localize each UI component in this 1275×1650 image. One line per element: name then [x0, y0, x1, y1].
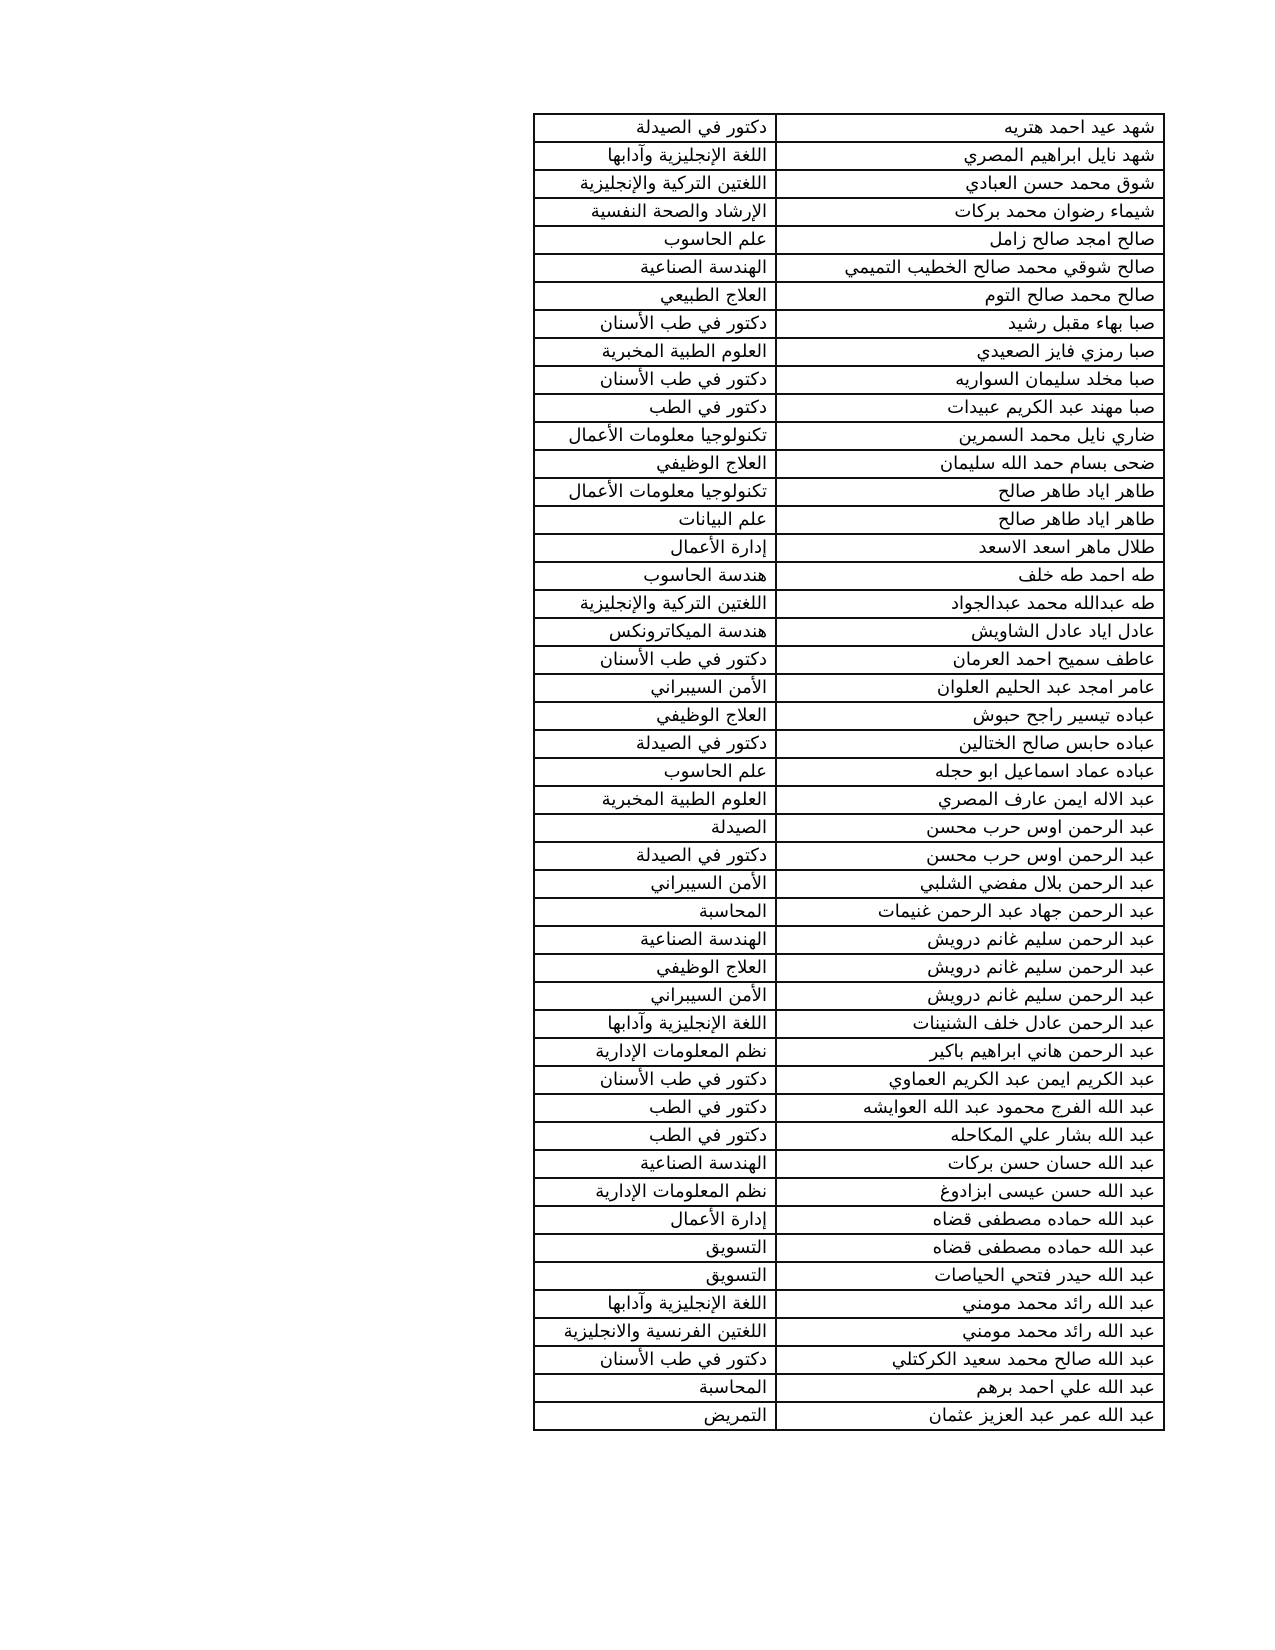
- student-name-cell: عبد الاله ايمن عارف المصري: [776, 786, 1164, 814]
- student-name-cell: عبد الله حسن عيسى ابزادوغ: [776, 1178, 1164, 1206]
- major-cell: التسويق: [534, 1234, 776, 1262]
- table-row: [534, 982, 1164, 1010]
- major-cell: دكتور في طب الأسنان: [534, 1346, 776, 1374]
- student-name-cell: عبد الرحمن سليم غانم درويش: [776, 982, 1164, 1010]
- student-name-cell: عبد الرحمن سليم غانم درويش: [776, 954, 1164, 982]
- table-body: [534, 114, 1164, 1430]
- student-name-cell: عبد الله صالح محمد سعيد الكركتلي: [776, 1346, 1164, 1374]
- table-row: [534, 282, 1164, 310]
- student-name-cell: طه عبدالله محمد عبدالجواد: [776, 590, 1164, 618]
- student-name-cell: عبد الكريم ايمن عبد الكريم العماوي: [776, 1066, 1164, 1094]
- student-name-cell: عبد الله عمر عبد العزيز عثمان: [776, 1402, 1164, 1430]
- student-name-cell: عبد الله رائد محمد مومني: [776, 1290, 1164, 1318]
- student-name-cell: عبد الرحمن بلال مفضي الشلبي: [776, 870, 1164, 898]
- student-name-cell: عبد الرحمن سليم غانم درويش: [776, 926, 1164, 954]
- major-cell: دكتور في طب الأسنان: [534, 310, 776, 338]
- major-cell: إدارة الأعمال: [534, 534, 776, 562]
- table-row: [534, 534, 1164, 562]
- major-cell: دكتور في الطب: [534, 394, 776, 422]
- student-name-cell: عبد الله الفرج محمود عبد الله العوايشه: [776, 1094, 1164, 1122]
- student-name-cell: عبد الله حماده مصطفى قضاه: [776, 1234, 1164, 1262]
- major-cell: نظم المعلومات الإدارية: [534, 1178, 776, 1206]
- student-name-cell: عبد الله حيدر فتحي الحياصات: [776, 1262, 1164, 1290]
- major-cell: دكتور في طب الأسنان: [534, 366, 776, 394]
- student-name-cell: طه احمد طه خلف: [776, 562, 1164, 590]
- table-row: [534, 954, 1164, 982]
- major-cell: هندسة الميكاترونكس: [534, 618, 776, 646]
- table-row: [534, 1402, 1164, 1430]
- table-row: [534, 562, 1164, 590]
- table-row: [534, 1262, 1164, 1290]
- student-name-cell: طاهر اياد طاهر صالح: [776, 506, 1164, 534]
- table-row: [534, 1318, 1164, 1346]
- table-row: [534, 478, 1164, 506]
- major-cell: اللغة الإنجليزية وآدابها: [534, 1010, 776, 1038]
- table-row: [534, 1066, 1164, 1094]
- student-name-cell: عبد الله علي احمد برهم: [776, 1374, 1164, 1402]
- table-row: [534, 674, 1164, 702]
- table-row: [534, 506, 1164, 534]
- table-row: [534, 1122, 1164, 1150]
- major-cell: الهندسة الصناعية: [534, 254, 776, 282]
- table-row: [534, 618, 1164, 646]
- major-cell: تكنولوجيا معلومات الأعمال: [534, 478, 776, 506]
- student-name-cell: طاهر اياد طاهر صالح: [776, 478, 1164, 506]
- major-cell: دكتور في الطب: [534, 1094, 776, 1122]
- student-name-cell: عاطف سميح احمد العرمان: [776, 646, 1164, 674]
- student-name-cell: صبا مهند عبد الكريم عبيدات: [776, 394, 1164, 422]
- major-cell: علم الحاسوب: [534, 758, 776, 786]
- table-row: [534, 1094, 1164, 1122]
- student-name-cell: عبد الرحمن عادل خلف الشنينات: [776, 1010, 1164, 1038]
- major-cell: العلاج الوظيفي: [534, 450, 776, 478]
- major-cell: تكنولوجيا معلومات الأعمال: [534, 422, 776, 450]
- table-row: [534, 814, 1164, 842]
- major-cell: اللغة الإنجليزية وآدابها: [534, 1290, 776, 1318]
- table-row: [534, 170, 1164, 198]
- student-name-cell: عبد الله رائد محمد مومني: [776, 1318, 1164, 1346]
- student-name-cell: عبد الرحمن هاني ابراهيم باكير: [776, 1038, 1164, 1066]
- table-row: [534, 898, 1164, 926]
- major-cell: التمريض: [534, 1402, 776, 1430]
- table-row: [534, 1150, 1164, 1178]
- student-name-cell: شيماء رضوان محمد بركات: [776, 198, 1164, 226]
- major-cell: نظم المعلومات الإدارية: [534, 1038, 776, 1066]
- table-row: [534, 254, 1164, 282]
- major-cell: اللغتين الفرنسية والانجليزية: [534, 1318, 776, 1346]
- student-name-cell: صالح امجد صالح زامل: [776, 226, 1164, 254]
- student-name-cell: عبد الرحمن اوس حرب محسن: [776, 842, 1164, 870]
- table-row: [534, 1290, 1164, 1318]
- student-name-cell: عبد الرحمن اوس حرب محسن: [776, 814, 1164, 842]
- table-row: [534, 394, 1164, 422]
- table-row: [534, 758, 1164, 786]
- major-cell: دكتور في الصيدلة: [534, 114, 776, 142]
- table-row: [534, 646, 1164, 674]
- student-name-cell: صبا رمزي فايز الصعيدي: [776, 338, 1164, 366]
- major-cell: العلاج الوظيفي: [534, 954, 776, 982]
- student-name-cell: عبد الله حسان حسن بركات: [776, 1150, 1164, 1178]
- major-cell: العلاج الطبيعي: [534, 282, 776, 310]
- student-major-table: [533, 113, 1165, 1431]
- student-name-cell: عباده تيسير راجح حبوش: [776, 702, 1164, 730]
- major-cell: اللغتين التركية والإنجليزية: [534, 170, 776, 198]
- major-cell: العلوم الطبية المخبرية: [534, 786, 776, 814]
- student-name-cell: طلال ماهر اسعد الاسعد: [776, 534, 1164, 562]
- major-cell: التسويق: [534, 1262, 776, 1290]
- student-name-cell: صبا مخلد سليمان السواريه: [776, 366, 1164, 394]
- major-cell: علم الحاسوب: [534, 226, 776, 254]
- table-row: [534, 786, 1164, 814]
- student-name-cell: شهد نايل ابراهيم المصري: [776, 142, 1164, 170]
- major-cell: هندسة الحاسوب: [534, 562, 776, 590]
- table-row: [534, 1010, 1164, 1038]
- major-cell: الإرشاد والصحة النفسية: [534, 198, 776, 226]
- table-row: [534, 926, 1164, 954]
- student-name-cell: ضحى بسام حمد الله سليمان: [776, 450, 1164, 478]
- major-cell: الأمن السيبراني: [534, 870, 776, 898]
- student-name-cell: عبد الله حماده مصطفى قضاه: [776, 1206, 1164, 1234]
- major-cell: الهندسة الصناعية: [534, 1150, 776, 1178]
- table-row: [534, 702, 1164, 730]
- student-name-cell: ضاري نايل محمد السمرين: [776, 422, 1164, 450]
- major-cell: العلاج الوظيفي: [534, 702, 776, 730]
- table-row: [534, 1346, 1164, 1374]
- table-row: [534, 870, 1164, 898]
- student-name-cell: شهد عيد احمد هتريه: [776, 114, 1164, 142]
- table-row: [534, 450, 1164, 478]
- student-name-cell: عبد الله بشار علي المكاحله: [776, 1122, 1164, 1150]
- major-cell: اللغة الإنجليزية وآدابها: [534, 142, 776, 170]
- student-name-cell: صالح شوقي محمد صالح الخطيب التميمي: [776, 254, 1164, 282]
- major-cell: المحاسبة: [534, 1374, 776, 1402]
- table-row: [534, 730, 1164, 758]
- table-row: [534, 1374, 1164, 1402]
- major-cell: إدارة الأعمال: [534, 1206, 776, 1234]
- student-name-cell: صالح محمد صالح التوم: [776, 282, 1164, 310]
- table-row: [534, 1206, 1164, 1234]
- table-row: [534, 198, 1164, 226]
- major-cell: المحاسبة: [534, 898, 776, 926]
- table-row: [534, 422, 1164, 450]
- student-name-cell: صبا بهاء مقبل رشيد: [776, 310, 1164, 338]
- major-cell: الأمن السيبراني: [534, 982, 776, 1010]
- table-row: [534, 1178, 1164, 1206]
- student-name-cell: عامر امجد عبد الحليم العلوان: [776, 674, 1164, 702]
- student-name-cell: عادل اياد عادل الشاويش: [776, 618, 1164, 646]
- major-cell: علم البيانات: [534, 506, 776, 534]
- major-cell: الأمن السيبراني: [534, 674, 776, 702]
- table-row: [534, 142, 1164, 170]
- table-row: [534, 842, 1164, 870]
- table-row: [534, 590, 1164, 618]
- student-name-cell: شوق محمد حسن العبادي: [776, 170, 1164, 198]
- table-row: [534, 310, 1164, 338]
- major-cell: اللغتين التركية والإنجليزية: [534, 590, 776, 618]
- major-cell: دكتور في الصيدلة: [534, 730, 776, 758]
- major-cell: الهندسة الصناعية: [534, 926, 776, 954]
- major-cell: دكتور في طب الأسنان: [534, 1066, 776, 1094]
- table-row: [534, 338, 1164, 366]
- student-name-cell: عباده حابس صالح الختالين: [776, 730, 1164, 758]
- table-row: [534, 226, 1164, 254]
- student-name-cell: عبد الرحمن جهاد عبد الرحمن غنيمات: [776, 898, 1164, 926]
- table-row: [534, 1038, 1164, 1066]
- major-cell: دكتور في الطب: [534, 1122, 776, 1150]
- major-cell: الصيدلة: [534, 814, 776, 842]
- table-row: [534, 1234, 1164, 1262]
- student-name-cell: عباده عماد اسماعيل ابو حجله: [776, 758, 1164, 786]
- major-cell: العلوم الطبية المخبرية: [534, 338, 776, 366]
- table-row: [534, 114, 1164, 142]
- major-cell: دكتور في طب الأسنان: [534, 646, 776, 674]
- table-row: [534, 366, 1164, 394]
- major-cell: دكتور في الصيدلة: [534, 842, 776, 870]
